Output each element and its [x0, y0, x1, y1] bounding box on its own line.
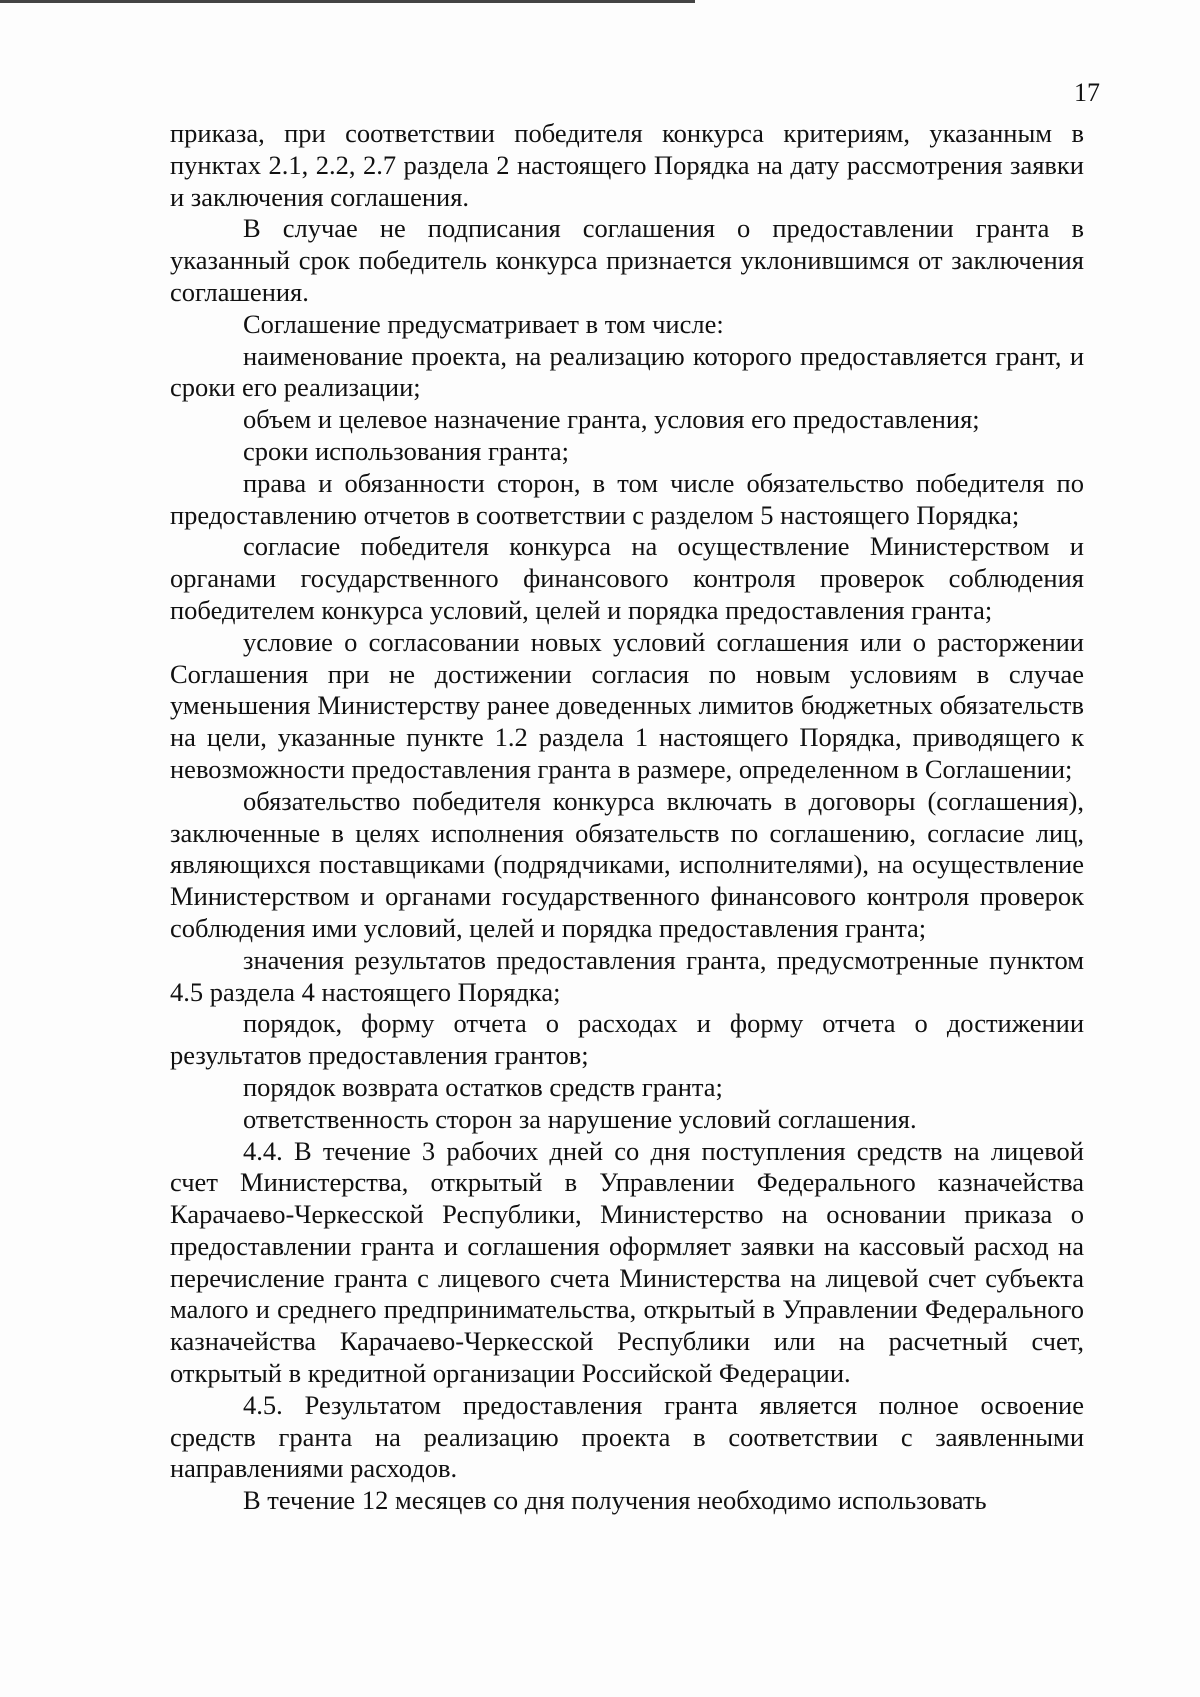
- list-item: значения результатов предоставления гранта, предусмотренные пунктом 4.5 раздела 4 настоящего Порядка;: [170, 944, 1084, 1007]
- list-item: права и обязанности сторон, в том числе обязательство победителя по предоставлению отчетов в соответствии с разделом 5 настоящего Порядка;: [170, 467, 1084, 530]
- section-paragraph-4-5: 4.5. Результатом предоставления гранта является полное освоение средств гранта на реализацию проекта в соответствии с заявленными направлениями расходов.: [170, 1389, 1084, 1484]
- list-item: сроки использования гранта;: [243, 435, 570, 466]
- paragraph: В течение 12 месяцев со дня получения необходимо использовать: [243, 1485, 987, 1516]
- paragraph-continuation: приказа, при соответствии победителя конкурса критериям, указанным в пунктах 2.1, 2.2, 2.7 раздела 2 настоящего Порядка на дату рассмотрения заявки и заключения соглашения.: [170, 118, 1084, 212]
- list-item: ответственность сторон за нарушение условий соглашения.: [243, 1103, 917, 1134]
- list-item: объем и целевое назначение гранта, условия его предоставления;: [243, 404, 980, 435]
- list-item: наименование проекта, на реализацию которого предоставляется грант, и сроки его реализации;: [170, 340, 1084, 403]
- list-item: порядок, форму отчета о расходах и форму отчета о достижении результатов предоставления грантов;: [170, 1008, 1084, 1071]
- list-item: порядок возврата остатков средств гранта;: [243, 1071, 723, 1102]
- page-number: 17: [1074, 78, 1100, 107]
- list-item: условие о согласовании новых условий соглашения или о расторжении Соглашения при не достижении согласия по новым условиям в случае уменьшения Министерству ранее доведенных лимитов бюджетных обязательств на цели, указанные пункте 1.2 раздела 1 настоящего Порядка, приводящего к невозможности предоставления гранта в размере, определенном в Соглашении;: [170, 626, 1084, 784]
- document-body: [170, 118, 1084, 1517]
- list-item: согласие победителя конкурса на осуществление Министерством и органами государственного финансового контроля проверок соблюдения победителем конкурса условий, целей и порядка предоставления гранта;: [170, 531, 1084, 625]
- paragraph: В случае не подписания соглашения о предоставлении гранта в указанный срок победитель конкурса признается уклонившимся от заключения соглашения.: [170, 213, 1084, 307]
- section-paragraph-4-4: 4.4. В течение 3 рабочих дней со дня поступления средств на лицевой счет Министерства, открытый в Управлении Федерального казначейства Карачаево-Черкесской Республики, Министерство на основании приказа о предоставлении гранта и соглашения оформляет заявки на кассовый расход на перечисление гранта с лицевого счета Министерства на лицевой счет субъекта малого и среднего предпринимательства, открытый в Управлении Федерального казначейства Карачаево-Черкесской Республики или на расчетный счет, открытый в кредитной организации Российской Федерации.: [170, 1135, 1084, 1389]
- scan-edge-line: [0, 0, 695, 3]
- paragraph-list-intro: Соглашение предусматривает в том числе:: [243, 308, 724, 339]
- list-item: обязательство победителя конкурса включать в договоры (соглашения), заключенные в целях исполнения обязательств по соглашению, согласие лиц, являющихся поставщиками (подрядчиками, исполнителями), на осуществление Министерством и органами государственного финансового контроля проверок соблюдения ими условий, целей и порядка предоставления гранта;: [170, 785, 1084, 943]
